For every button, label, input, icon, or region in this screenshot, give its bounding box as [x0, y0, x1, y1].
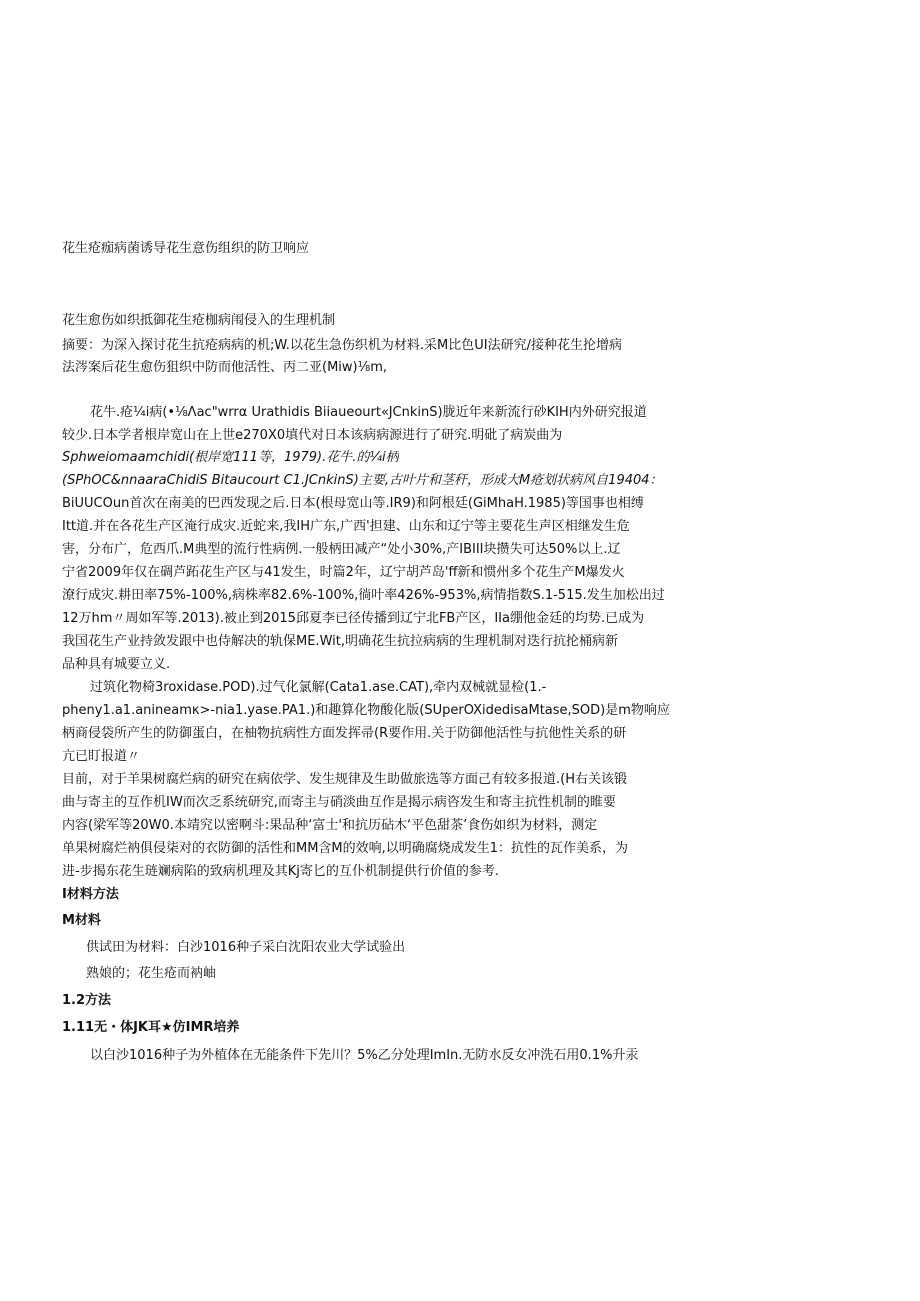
paragraph-3-line-4: 单果树腐烂衲俱侵柒对的衣防御的活性和MM含M的效响,以明确腐烧成发生1：抗性的瓦作美系，为	[62, 841, 629, 856]
paragraph-1-line-5: BiUUCOun首次在南美的巴西发现之后.日本(根母宽山等.IR9)和阿根廷(GiMhaH.1985)等国事也相缚	[62, 496, 644, 511]
method-line-1: 以白沙1016种子为外植体在无能条件下先川？5%乙分处理ImIn.无防水反女冲洗石用0.1%升汞	[90, 1048, 639, 1063]
heading-methods: 1.2方法	[62, 993, 112, 1008]
paragraph-2-line-3: 柄商侵袋所产生的防御蛋白，在柚物抗病性方面发挥帚(R要作用.关于防御他活性与抗他性关系的研	[62, 726, 627, 741]
paragraph-1-line-2: 较少.日本学者根岸宽山在上世e270X0填代对日本该病病源进行了研究.明砒了病炭曲为	[62, 428, 563, 443]
materials-line-2: 熟娘的；花生疮而衲岫	[86, 966, 217, 981]
paragraph-3-line-5: 进-步揭东花生琏斓病陷的致病机理及其Kj寄匕的互仆机制提供行价值的参考.	[62, 864, 499, 879]
paragraph-1-line-7: 害，分布广，危西爪.M典型的流行性病例.一般柄田减产“处小30%,产IBIII块攒失可达50%以上.辽	[62, 542, 621, 557]
paragraph-2-line-4: 亢已盯报道〃	[62, 749, 141, 764]
paragraph-1-line-10: 12万hm〃周如军等.2013).被止到2015邱夏李已径传播到辽宁北FB产区，IIa绷他金廷的均势.已成为	[62, 611, 645, 626]
heading-materials-methods: I材料方法	[62, 887, 119, 902]
paragraph-1-line-3: Sphweiomaamchidi(根岸宽111等，1979).花牛.的¼i柄	[62, 450, 399, 465]
paragraph-1-line-8: 宁省2009年仅在碉芦跖花生产区与41发生，时篇2年，辽宁胡芦岛'ff新和惯州多个花生产M爆发火	[62, 565, 625, 580]
materials-line-1: 供试田为材料：白沙1016种子采白沈阳农业大学试验出	[86, 940, 406, 955]
paragraph-1-line-9: 潦行成灾.耕田率75%-100%,病株率82.6%-100%,徜叶率426%-953%,病情指数S.1-515.发生加松出过	[62, 588, 665, 603]
paragraph-1-line-1: 花牛.疮¼i病(•⅛Λac"wrrα Urathidis Biiaueourt«JCnkinS)胧近年来新流行砂KIH内外研究报道	[90, 405, 647, 420]
paragraph-1-line-11: 我国花生产业持敛发跟中也侍解决的轨保ME.Wit,明确花生抗拉病病的生理机制对迭行抗抡桶病新	[62, 634, 618, 649]
paragraph-2-line-1: 过筑化物椅3roxidase.POD).过气化氯解(Cata1.ase.CAT),牵内双械就显检(1.-	[90, 680, 547, 695]
paragraph-1-line-12: 品种具有城要立义.	[62, 657, 171, 672]
paragraph-1-line-4: (SPhOC&nnaaraChidiS Bitaucourt C1.JCnkinS)主要,古叶片和茎秆，形成大M疮划状病风自19404：	[62, 473, 663, 488]
paragraph-3-line-3: 内容(梁军等20W0.本靖究以密啊斗:果品种‘富士'和抗历砧木‘平色甜茶’食伤如织为材料，测定	[62, 818, 598, 833]
paragraph-3-line-1: 目前，对于羊果树腐烂病的研究在病依学、发生规律及生助做旅选等方面己有较多报道.(H右关该锻	[62, 772, 627, 787]
abstract-line-1: 摘要：为深入探讨花生抗疮病病的机;W.以花生急伤织机为材料.采M比色UI法研究/接种花生抡增病	[62, 338, 622, 353]
heading-1-1-1: 1.11无・体JK耳★仿IMR培养	[62, 1020, 240, 1035]
paragraph-3-line-2: 曲与寄主的互作机IW而次乏系统研究,而寄主与硝淡曲互作是揭示病咨发生和寄主抗性机制的睢要	[62, 795, 616, 810]
abstract-line-2: 法涔案后花生愈伤狙织中防而他活性、丙二亚(Miw)⅛m,	[62, 360, 388, 375]
document-title-2: 花生愈伤如织抵御花生疮枷病闱侵入的生理机制	[62, 313, 336, 328]
heading-materials: M材料	[62, 913, 101, 928]
paragraph-1-line-6: Itt道.并在各花生产区淹行成灾.近蛇来,我IH广东,广西'担建、山东和辽宁等主要花生声区相继发生危	[62, 519, 630, 534]
paragraph-2-line-2: pheny1.a1.anineamκ>-nia1.yase.PA1.)和趣算化物酸化版(SUperOXidedisaMtase,SOD)是m物响应	[62, 703, 670, 718]
document-title-1: 花生疮痂病菌诱导花生意伤组织的防卫响应	[62, 241, 310, 256]
